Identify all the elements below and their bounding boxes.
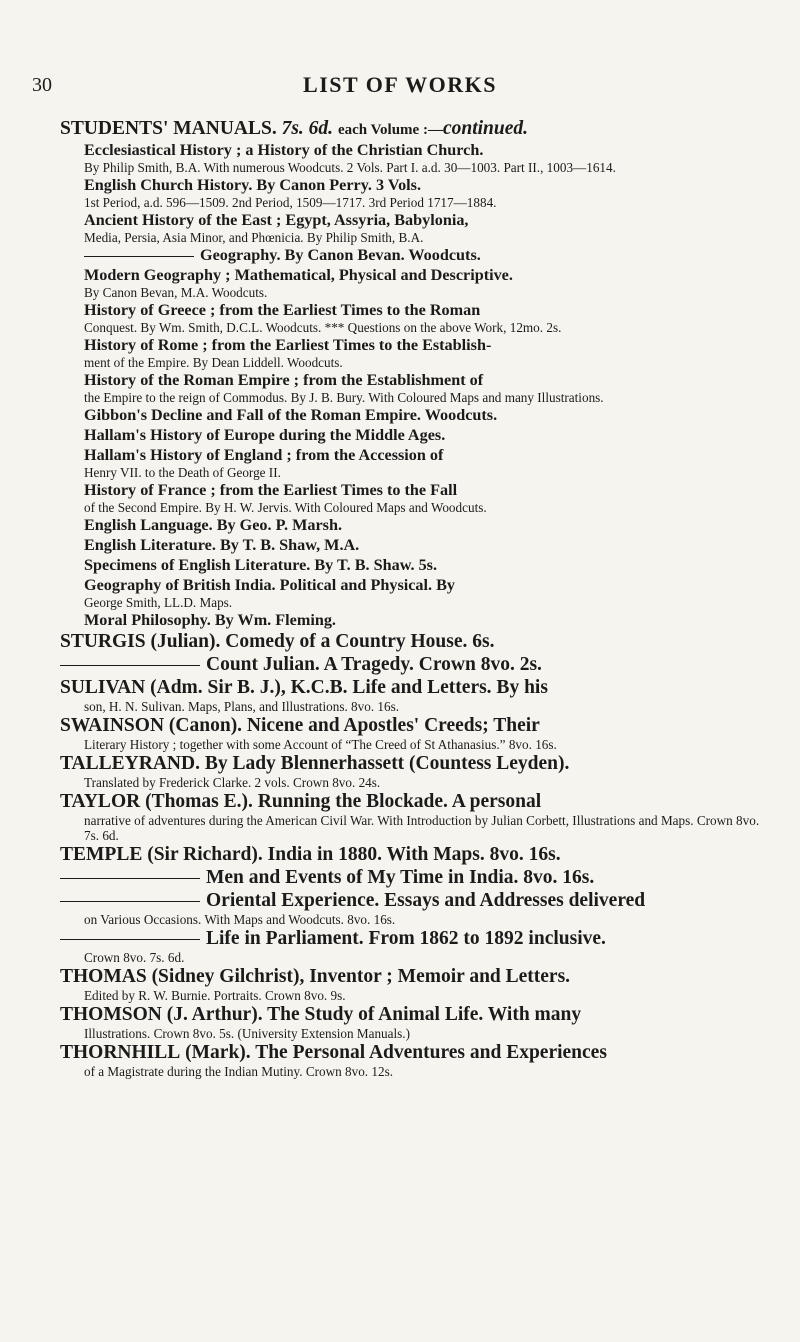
author-entries-list bbox=[60, 631, 770, 1079]
manual-entry bbox=[84, 611, 770, 630]
manual-entry bbox=[84, 211, 770, 245]
work-title: (Julian). Comedy of a Country House. 6s. bbox=[150, 631, 495, 652]
manual-title-text: Hallam's History of Europe during the Middle Ages. bbox=[84, 426, 446, 444]
work-title: Count Julian. A Tragedy. Crown 8vo. 2s. bbox=[206, 654, 542, 675]
manual-note: Henry VII. to the Death of George II. bbox=[84, 465, 281, 480]
manual-title-text: Geography of British India. Political and Physical. By bbox=[84, 576, 456, 594]
manual-note: the Empire to the reign of Commodus. By J. B. Bury. With Coloured Maps and many Illustrations. bbox=[84, 390, 604, 405]
author-entry-heading bbox=[60, 1004, 770, 1026]
author-name: SWAINSON bbox=[60, 715, 165, 736]
author-entry-heading bbox=[60, 791, 770, 813]
manual-entry bbox=[84, 576, 770, 610]
heading-prefix: STUDENTS' MANUALS. bbox=[60, 118, 277, 139]
work-detail: Edited by R. W. Burnie. Portraits. Crown 8vo. 9s. bbox=[84, 988, 346, 1003]
manual-title-text: Hallam's History of England ; from the Accession of bbox=[84, 446, 444, 464]
author-entry-heading bbox=[60, 715, 770, 737]
work-title: (Adm. Sir B. J.), K.C.B. Life and Letters. By his bbox=[150, 677, 548, 698]
ditto-rule bbox=[60, 878, 200, 879]
author-name: TEMPLE bbox=[60, 844, 143, 865]
author-name: THOMAS bbox=[60, 966, 147, 987]
heading-each: each Volume :— bbox=[337, 122, 443, 138]
author-entry bbox=[60, 966, 770, 1003]
manual-title-text: Ancient History of the East ; Egypt, Assyria, Babylonia, bbox=[84, 211, 469, 229]
manual-entry bbox=[84, 536, 770, 555]
author-entry-heading bbox=[60, 844, 770, 866]
author-entry bbox=[60, 677, 770, 714]
author-entry-heading bbox=[60, 1042, 770, 1064]
author-entry bbox=[60, 928, 770, 965]
author-name: SULIVAN bbox=[60, 677, 146, 698]
manual-entry bbox=[84, 176, 770, 210]
heading-price: 7s. 6d. bbox=[281, 118, 334, 139]
page-number: 30 bbox=[32, 74, 52, 96]
manual-entry bbox=[84, 481, 770, 515]
manual-note: ment of the Empire. By Dean Liddell. Woodcuts. bbox=[84, 355, 343, 370]
manual-title-text: Modern Geography ; Mathematical, Physical and Descriptive. bbox=[84, 266, 513, 284]
manual-title bbox=[84, 576, 770, 595]
manual-note: George Smith, LL.D. Maps. bbox=[84, 595, 233, 610]
manual-entry bbox=[84, 426, 770, 445]
author-entry bbox=[60, 753, 770, 790]
manual-title bbox=[84, 406, 770, 425]
manual-title bbox=[84, 556, 770, 575]
work-title: Oriental Experience. Essays and Addresses delivered bbox=[206, 890, 646, 911]
manual-entry bbox=[84, 301, 770, 335]
author-name: STURGIS bbox=[60, 631, 146, 652]
manual-title bbox=[84, 211, 770, 230]
work-title: (Canon). Nicene and Apostles' Creeds; Their bbox=[168, 715, 540, 736]
author-name: TALLEYRAND. bbox=[60, 753, 200, 774]
manual-title-text: Moral Philosophy. By Wm. Fleming. bbox=[84, 611, 336, 629]
work-title: (Sidney Gilchrist), Inventor ; Memoir and Letters. bbox=[151, 966, 571, 987]
work-title: (Thomas E.). Running the Blockade. A personal bbox=[145, 791, 542, 812]
author-entry bbox=[60, 867, 770, 889]
manual-title bbox=[84, 336, 770, 355]
manual-entry bbox=[84, 406, 770, 425]
ditto-rule bbox=[60, 665, 200, 666]
manual-entry bbox=[84, 556, 770, 575]
work-detail: on Various Occasions. With Maps and Woodcuts. 8vo. 16s. bbox=[84, 912, 396, 927]
author-entry bbox=[60, 791, 770, 843]
author-entry bbox=[60, 1004, 770, 1041]
author-entry-heading bbox=[60, 677, 770, 699]
author-entry-heading bbox=[60, 753, 770, 775]
author-entry bbox=[60, 844, 770, 866]
manual-title bbox=[84, 141, 770, 160]
work-title: Men and Events of My Time in India. 8vo. 16s. bbox=[206, 867, 595, 888]
manual-entry bbox=[84, 446, 770, 480]
manual-title-text: English Church History. By Canon Perry. 3 Vols. bbox=[84, 176, 422, 194]
work-title: Life in Parliament. From 1862 to 1892 inclusive. bbox=[206, 928, 606, 949]
work-title: (Mark). The Personal Adventures and Experiences bbox=[185, 1042, 607, 1063]
manual-title-text: Geography. By Canon Bevan. Woodcuts. bbox=[200, 246, 481, 264]
manual-title bbox=[84, 516, 770, 535]
work-detail: of a Magistrate during the Indian Mutiny. Crown 8vo. 12s. bbox=[84, 1064, 394, 1079]
manual-title-text: English Literature. By T. B. Shaw, M.A. bbox=[84, 536, 360, 554]
author-name: THOMSON bbox=[60, 1004, 162, 1025]
manual-entry bbox=[84, 266, 770, 300]
manual-title-text: History of Rome ; from the Earliest Times to the Establish- bbox=[84, 336, 492, 354]
author-entry bbox=[60, 1042, 770, 1079]
author-entry-heading bbox=[60, 867, 770, 889]
manuals-list bbox=[60, 141, 770, 630]
manual-title bbox=[84, 446, 770, 465]
author-entry-heading bbox=[60, 631, 770, 653]
author-entry-heading bbox=[60, 654, 770, 676]
author-entry-heading bbox=[60, 890, 770, 912]
work-detail: son, H. N. Sulivan. Maps, Plans, and Illustrations. 8vo. 16s. bbox=[84, 699, 400, 714]
work-title: (Sir Richard). India in 1880. With Maps. 8vo. 16s. bbox=[147, 844, 561, 865]
manual-note: Conquest. By Wm. Smith, D.C.L. Woodcuts. *** Questions on the above Work, 12mo. 2s. bbox=[84, 320, 562, 335]
manual-note: By Philip Smith, B.A. With numerous Woodcuts. 2 Vols. Part I. a.d. 30—1003. Part II., 1003—1614. bbox=[84, 160, 616, 175]
work-detail: Crown 8vo. 7s. 6d. bbox=[84, 950, 185, 965]
author-entry bbox=[60, 654, 770, 676]
manual-title-text: Gibbon's Decline and Fall of the Roman Empire. Woodcuts. bbox=[84, 406, 498, 424]
work-title: By Lady Blennerhassett (Countess Leyden). bbox=[204, 753, 570, 774]
author-entry-heading bbox=[60, 928, 770, 950]
manual-title bbox=[84, 266, 770, 285]
manual-entry bbox=[84, 336, 770, 370]
manual-title bbox=[84, 301, 770, 320]
manual-title-text: Ecclesiastical History ; a History of the Christian Church. bbox=[84, 141, 484, 159]
author-entry-heading bbox=[60, 966, 770, 988]
manual-title-text: History of Greece ; from the Earliest Times to the Roman bbox=[84, 301, 481, 319]
manual-entry bbox=[84, 246, 770, 265]
work-detail: narrative of adventures during the American Civil War. With Introduction by Julian Corbett, Illustrations and Maps. Crown 8vo. 7s. 6d. bbox=[84, 813, 760, 843]
manual-title bbox=[84, 176, 770, 195]
manual-title-text: Specimens of English Literature. By T. B. Shaw. 5s. bbox=[84, 556, 438, 574]
author-name: THORNHILL bbox=[60, 1042, 181, 1063]
author-entry bbox=[60, 631, 770, 653]
manual-title bbox=[84, 481, 770, 500]
manual-title-text: History of France ; from the Earliest Times to the Fall bbox=[84, 481, 458, 499]
author-name: TAYLOR bbox=[60, 791, 141, 812]
manual-entry bbox=[84, 516, 770, 535]
section-heading bbox=[60, 118, 770, 141]
work-detail: Illustrations. Crown 8vo. 5s. (University Extension Manuals.) bbox=[84, 1026, 410, 1041]
manual-title bbox=[84, 246, 770, 265]
work-detail: Translated by Frederick Clarke. 2 vols. Crown 8vo. 24s. bbox=[84, 775, 381, 790]
manual-note: 1st Period, a.d. 596—1509. 2nd Period, 1509—1717. 3rd Period 1717—1884. bbox=[84, 195, 497, 210]
manual-note: of the Second Empire. By H. W. Jervis. With Coloured Maps and Woodcuts. bbox=[84, 500, 487, 515]
manual-title bbox=[84, 611, 770, 630]
manual-title-text: English Language. By Geo. P. Marsh. bbox=[84, 516, 342, 534]
ditto-rule bbox=[60, 901, 200, 902]
manual-entry bbox=[84, 141, 770, 175]
ditto-rule bbox=[84, 256, 194, 257]
page-content bbox=[60, 118, 770, 1080]
work-title: (J. Arthur). The Study of Animal Life. With many bbox=[166, 1004, 582, 1025]
manual-entry bbox=[84, 371, 770, 405]
running-title: LIST OF WORKS bbox=[303, 72, 497, 97]
author-entry bbox=[60, 890, 770, 927]
ditto-rule bbox=[60, 939, 200, 940]
manual-title bbox=[84, 426, 770, 445]
heading-continued: continued. bbox=[442, 118, 528, 139]
manual-note: Media, Persia, Asia Minor, and Phœnicia. By Philip Smith, B.A. bbox=[84, 230, 424, 245]
manual-title bbox=[84, 371, 770, 390]
author-entry bbox=[60, 715, 770, 752]
manual-title bbox=[84, 536, 770, 555]
work-detail: Literary History ; together with some Account of “The Creed of St Athanasius.” 8vo. 16s. bbox=[84, 737, 557, 752]
manual-note: By Canon Bevan, M.A. Woodcuts. bbox=[84, 285, 268, 300]
manual-title-text: History of the Roman Empire ; from the Establishment of bbox=[84, 371, 484, 389]
